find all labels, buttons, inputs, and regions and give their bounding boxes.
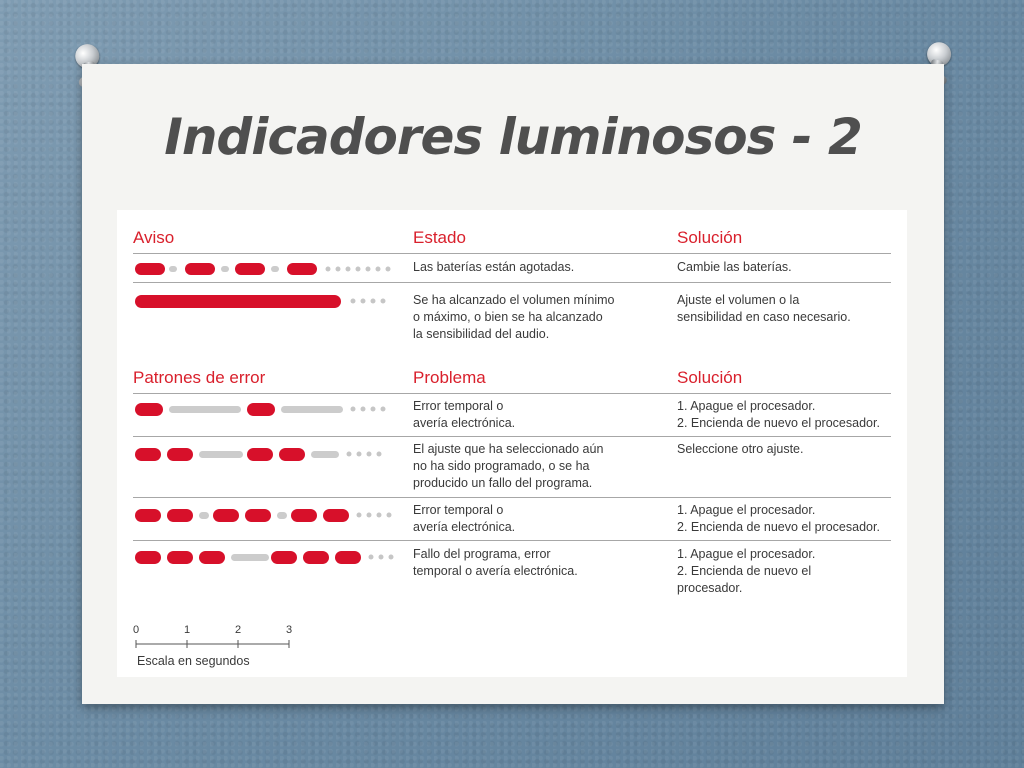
led-red-segment <box>135 551 161 564</box>
divider <box>133 393 891 394</box>
solucion-line: sensibilidad en caso necesario. <box>677 310 851 324</box>
led-pattern-svg <box>135 401 397 417</box>
indicator-table <box>117 210 907 677</box>
led-dot <box>387 513 392 518</box>
solucion-line: 1. Apague el procesador. <box>677 503 816 517</box>
led-grey-segment <box>199 512 209 519</box>
led-pattern-svg <box>135 507 397 523</box>
estado-line: la sensibilidad del audio. <box>413 327 550 341</box>
led-dot <box>379 555 384 560</box>
led-red-segment <box>247 403 275 416</box>
led-red-segment <box>135 509 161 522</box>
led-dot <box>336 267 341 272</box>
divider <box>133 436 891 437</box>
led-red-segment <box>235 263 265 275</box>
solucion-line: 2. Encienda de nuevo el procesador. <box>677 520 880 534</box>
scale-tick-label: 1 <box>184 624 191 636</box>
led-grey-segment <box>311 451 339 458</box>
led-red-segment <box>287 263 317 275</box>
led-dot <box>381 407 386 412</box>
led-red-segment <box>135 403 163 416</box>
solucion-text <box>677 502 880 536</box>
solucion-line: 1. Apague el procesador. <box>677 399 816 413</box>
led-grey-segment <box>169 266 177 272</box>
led-dot <box>356 267 361 272</box>
problema-text <box>413 502 515 536</box>
estado-text <box>413 292 615 343</box>
problema-text <box>413 546 578 580</box>
solucion-line: Seleccione otro ajuste. <box>677 442 804 456</box>
solucion-text <box>677 292 851 326</box>
led-red-segment <box>167 551 193 564</box>
problema-line: no ha sido programado, o se ha <box>413 459 590 473</box>
led-dot <box>357 452 362 457</box>
led-grey-segment <box>271 266 279 272</box>
led-dot <box>367 452 372 457</box>
header-solucion-aviso: Solución <box>677 228 743 247</box>
led-grey-segment <box>199 451 243 458</box>
led-dot <box>369 555 374 560</box>
led-dot <box>366 267 371 272</box>
led-dot <box>361 299 366 304</box>
led-red-segment <box>167 448 193 461</box>
led-pattern-svg <box>135 446 397 462</box>
solucion-text <box>677 441 803 458</box>
led-dot <box>389 555 394 560</box>
led-grey-segment <box>231 554 269 561</box>
problema-text <box>413 398 515 432</box>
solucion-line: procesador. <box>677 581 743 595</box>
estado-text <box>413 259 574 276</box>
led-red-segment <box>185 263 215 275</box>
problema-line: producido un fallo del programa. <box>413 476 593 490</box>
led-grey-segment <box>221 266 229 272</box>
header-aviso: Aviso <box>133 228 175 247</box>
led-dot <box>326 267 331 272</box>
scale-tick-label: 0 <box>133 624 140 636</box>
page-title: Indicadores luminosos - 2 <box>164 108 862 166</box>
divider <box>133 540 891 541</box>
divider <box>133 282 891 283</box>
divider <box>133 253 891 254</box>
led-dot <box>351 299 356 304</box>
led-dot <box>361 407 366 412</box>
led-pattern-error-1 <box>135 401 397 417</box>
led-dot <box>386 267 391 272</box>
led-red-segment <box>247 448 273 461</box>
led-red-segment <box>335 551 361 564</box>
problema-line: Error temporal o <box>413 503 504 517</box>
led-red-segment <box>323 509 349 522</box>
led-dot <box>377 452 382 457</box>
led-grey-segment <box>169 406 241 413</box>
scale-tick-label: 3 <box>286 624 293 636</box>
problema-text <box>413 441 603 492</box>
led-dot <box>367 513 372 518</box>
led-dot <box>371 407 376 412</box>
led-red-segment <box>291 509 317 522</box>
led-red-segment <box>199 551 225 564</box>
scale-ruler <box>131 636 311 650</box>
led-pattern-error-3 <box>135 507 397 523</box>
header-patrones-de-error: Patrones de error <box>133 368 266 387</box>
led-red-segment <box>135 448 161 461</box>
time-scale <box>131 624 311 674</box>
solucion-line: 1. Apague el procesador. <box>677 547 816 561</box>
estado-line: o máximo, o bien se ha alcanzado <box>413 310 603 324</box>
led-dot <box>381 299 386 304</box>
led-red-segment <box>213 509 239 522</box>
led-red-segment <box>135 263 165 275</box>
led-red-segment <box>271 551 297 564</box>
led-red-segment <box>303 551 329 564</box>
solucion-line: Ajuste el volumen o la <box>677 293 800 307</box>
problema-line: avería electrónica. <box>413 416 516 430</box>
led-red-segment <box>135 295 341 308</box>
header-estado: Estado <box>413 228 466 247</box>
solucion-line: 2. Encienda de nuevo el procesador. <box>677 416 880 430</box>
led-red-segment <box>279 448 305 461</box>
led-pattern-aviso-1 <box>135 261 397 277</box>
led-dot <box>377 513 382 518</box>
led-pattern-svg <box>135 293 397 309</box>
estado-line: Se ha alcanzado el volumen mínimo <box>413 293 615 307</box>
scale-tick-label: 2 <box>235 624 242 636</box>
led-red-segment <box>245 509 271 522</box>
estado-line: Las baterías están agotadas. <box>413 260 575 274</box>
solucion-text <box>677 259 792 276</box>
led-pattern-aviso-2 <box>135 293 397 309</box>
led-dot <box>347 452 352 457</box>
led-pattern-svg <box>135 261 397 277</box>
led-pattern-error-4 <box>135 549 397 565</box>
scale-caption: Escala en segundos <box>137 654 250 668</box>
led-grey-segment <box>277 512 287 519</box>
header-solucion-errores: Solución <box>677 368 743 387</box>
solucion-text <box>677 546 815 597</box>
led-grey-segment <box>281 406 343 413</box>
header-problema: Problema <box>413 368 486 387</box>
led-pattern-error-2 <box>135 446 397 462</box>
solucion-line: 2. Encienda de nuevo el <box>677 564 812 578</box>
led-pattern-svg <box>135 549 397 565</box>
divider <box>133 497 891 498</box>
led-dot <box>346 267 351 272</box>
led-dot <box>351 407 356 412</box>
problema-line: El ajuste que ha seleccionado aún <box>413 442 604 456</box>
led-dot <box>357 513 362 518</box>
problema-line: Fallo del programa, error <box>413 547 551 561</box>
problema-line: temporal o avería electrónica. <box>413 564 578 578</box>
led-red-segment <box>167 509 193 522</box>
problema-line: Error temporal o <box>413 399 504 413</box>
led-dot <box>371 299 376 304</box>
problema-line: avería electrónica. <box>413 520 516 534</box>
solucion-text <box>677 398 880 432</box>
solucion-line: Cambie las baterías. <box>677 260 792 274</box>
led-dot <box>376 267 381 272</box>
